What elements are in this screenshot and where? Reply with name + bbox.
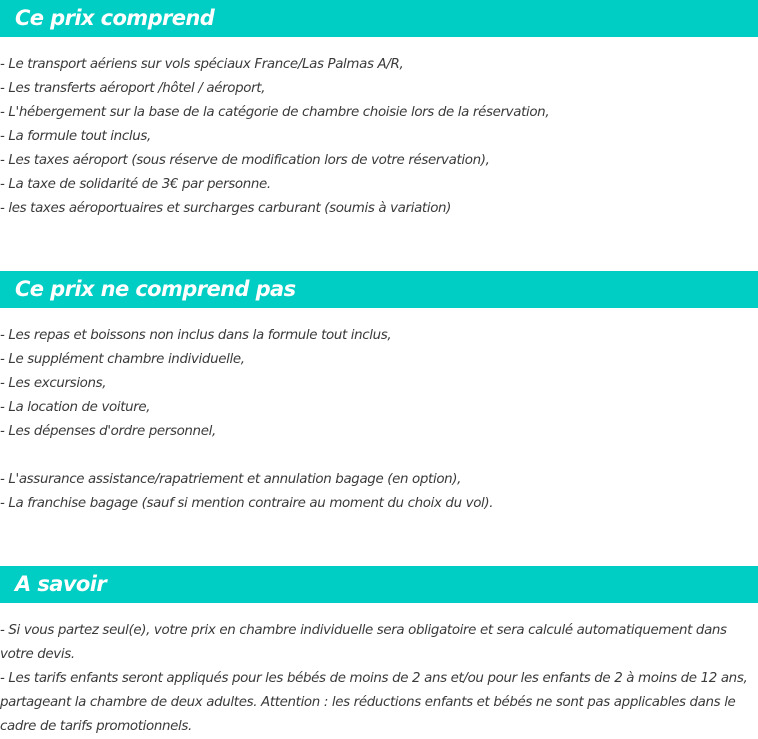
excluded-list-extra [0, 468, 758, 516]
included-item-transport: - Le transport aériens sur vols spéciaux France/Las Palmas A/R, [0, 57, 404, 72]
info-section-header [0, 566, 758, 603]
included-section-header [0, 0, 758, 37]
included-list [0, 53, 758, 221]
included-item-airport-taxes: - Les taxes aéroport (sous réserve de modification lors de votre réservation), [0, 153, 490, 168]
excluded-list [0, 324, 758, 444]
info-paragraph-single-traveler: - Si vous partez seul(e), votre prix en chambre individuelle sera obligatoire et sera calculé automatiquement dans votre devis. [0, 623, 727, 662]
included-item-fuel-surcharges: - les taxes aéroportuaires et surcharges carburant (soumis à variation) [0, 201, 452, 216]
included-item-accommodation: - L'hébergement sur la base de la catégorie de chambre choisie lors de la réservation, [0, 105, 550, 120]
excluded-item-insurance: - L'assurance assistance/rapatriement et annulation bagage (en option), [0, 472, 462, 487]
excluded-item-excursions: - Les excursions, [0, 376, 107, 391]
info-section-title: A savoir [15, 572, 107, 596]
excluded-item-single-room: - Le supplément chambre individuelle, [0, 352, 245, 367]
excluded-item-baggage: - La franchise bagage (sauf si mention contraire au moment du choix du vol). [0, 496, 494, 511]
excluded-section-header [0, 271, 758, 308]
excluded-item-car-rental: - La location de voiture, [0, 400, 151, 415]
included-item-solidarity-tax: - La taxe de solidarité de 3€ par personne. [0, 177, 271, 192]
excluded-section-title: Ce prix ne comprend pas [15, 277, 296, 301]
included-item-transfers: - Les transferts aéroport /hôtel / aéroport, [0, 81, 266, 96]
included-section-title: Ce prix comprend [15, 6, 215, 30]
included-item-all-inclusive: - La formule tout inclus, [0, 129, 151, 144]
excluded-item-meals-drinks: - Les repas et boissons non inclus dans la formule tout inclus, [0, 328, 392, 343]
excluded-item-personal-expenses: - Les dépenses d'ordre personnel, [0, 424, 216, 439]
info-paragraph-child-rates: - Les tarifs enfants seront appliqués pour les bébés de moins de 2 ans et/ou pour les enfants de 2 à moins de 12 ans, partageant la chambre de deux adultes. Attention : les réductions enfants et bébés ne sont pas applicables dans le cadre de tarifs promotionnels. [0, 671, 748, 734]
